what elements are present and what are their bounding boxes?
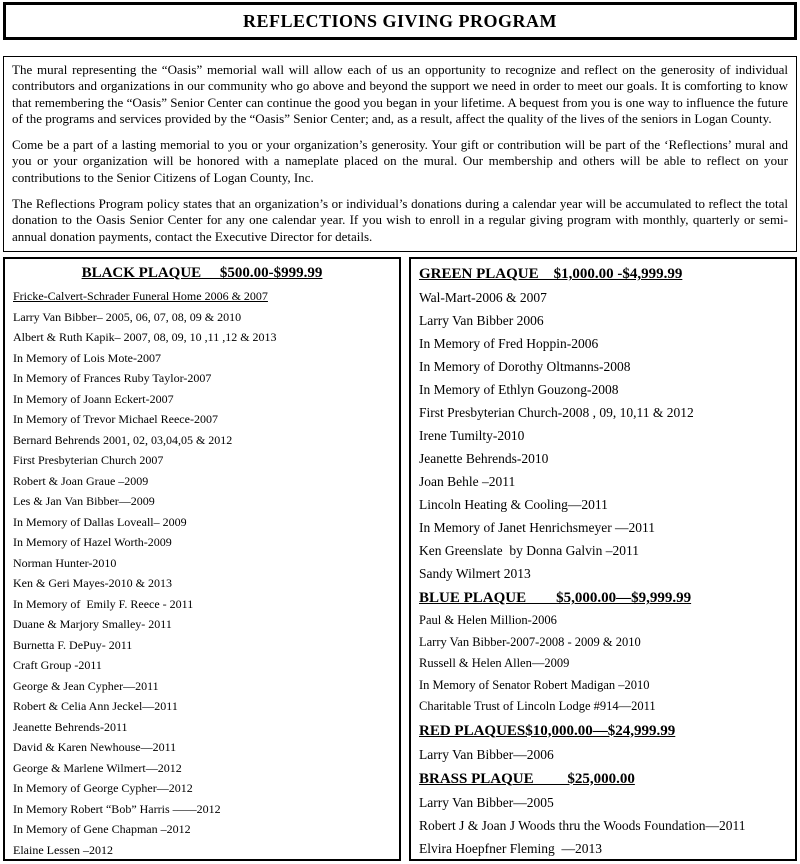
donor-entry: Ken Greenslate by Donna Galvin –2011: [419, 543, 639, 558]
donor-entry: First Presbyterian Church-2008 , 09, 10,11 & 2012: [419, 405, 694, 420]
donor-entry: Robert & Celia Ann Jeckel—2011: [13, 699, 178, 713]
donor-entry: In Memory of Hazel Worth-2009: [13, 535, 172, 549]
plaque-section: [419, 586, 787, 718]
donor-entry: Ken & Geri Mayes-2010 & 2013: [13, 576, 172, 590]
donor-entry: Bernard Behrends 2001, 02, 03,04,05 & 2012: [13, 432, 233, 447]
left-column: [3, 257, 401, 861]
donor-entry: Larry Van Bibber—2006: [419, 746, 554, 762]
donor-entry: Les & Jan Van Bibber—2009: [13, 494, 155, 508]
donor-entry: Larry Van Bibber—2005: [419, 794, 554, 810]
intro-paragraph: Come be a part of a lasting memorial to you or your organization’s generosity. Your gift or contribution will be part of the ‘Reflections’ mural and you or your organization will be honored with a nameplate placed on the mural. Our membership and others will be able to reflect on your contributions to the Senior Citizens of Logan County, Inc.: [12, 137, 788, 185]
donor-entry: In Memory of Fred Hoppin-2006: [419, 336, 599, 351]
donor-entry: George & Jean Cypher—2011: [13, 678, 159, 693]
right-column: [409, 257, 797, 861]
intro-box: [3, 56, 797, 252]
plaque-section-header: [419, 767, 787, 791]
donor-entry: Irene Tumilty-2010: [419, 428, 525, 443]
donor-entry: Jeanette Behrends-2011: [13, 719, 128, 734]
black-plaque-list: [13, 286, 391, 860]
intro-paragraph: The mural representing the “Oasis” memorial wall will allow each of us an opportunity to recognize and reflect on the generosity of individual contributors and organizations in our community who go above and beyond the support we need in order to meet our goals. It is comforting to know that remembering the “Oasis” Senior Center can continue the good you began in your lifetime. A bequest from you is one way to influence the future of the programs and services provided by the “Oasis” Senior Center; and, as a result, affect the quality of the lives of the seniors in Logan County.: [12, 62, 788, 126]
donor-entry: Craft Group -2011: [13, 658, 102, 672]
donor-entry: Robert & Joan Graue –2009: [13, 473, 149, 488]
donor-entry: In Memory of George Cypher—2012: [13, 781, 193, 795]
donor-entry: In Memory of Frances Ruby Taylor-2007: [13, 371, 212, 385]
donor-entry: In Memory of Dallas Loveall– 2009: [13, 514, 187, 529]
donor-entry: Russell & Helen Allen—2009: [419, 656, 570, 670]
plaque-section-header: [419, 586, 787, 610]
donor-entry: Norman Hunter-2010: [13, 555, 117, 570]
donor-entry: Paul & Helen Million-2006: [419, 613, 557, 627]
donor-entry: Larry Van Bibber-2007-2008 - 2009 & 2010: [419, 634, 641, 649]
donor-entry: First Presbyterian Church 2007: [13, 453, 164, 467]
donor-entry: Lincoln Heating & Cooling—2011: [419, 497, 608, 512]
donor-entry: Duane & Marjory Smalley- 2011: [13, 617, 172, 631]
donor-entry: David & Karen Newhouse—2011: [13, 740, 177, 754]
donor-entry: George & Marlene Wilmert—2012: [13, 760, 182, 775]
donor-entry: In Memory of Dorothy Oltmanns-2008: [419, 359, 631, 374]
black-plaque-title: BLACK PLAQUE $500.00-$999.99: [81, 265, 323, 281]
donor-entry: Joan Behle –2011: [419, 474, 516, 489]
donor-entry: Fricke-Calvert-Schrader Funeral Home 2006 & 2007: [13, 289, 268, 303]
plaque-section-title: RED PLAQUES$10,000.00—$24,999.99: [419, 722, 676, 739]
plaque-section: [419, 719, 787, 766]
donor-entry: Albert & Ruth Kapik– 2007, 08, 09, 10 ,11 ,12 & 2013: [13, 330, 277, 344]
donor-entry: Larry Van Bibber 2006: [419, 313, 544, 328]
title-box: [3, 2, 797, 40]
plaque-section-title: BRASS PLAQUE $25,000.00: [419, 770, 635, 787]
donor-entry: In Memory of Emily F. Reece - 2011: [13, 596, 194, 611]
plaque-section-header: [419, 719, 787, 743]
donor-entry: Charitable Trust of Lincoln Lodge #914—2011: [419, 699, 656, 713]
page-title: REFLECTIONS GIVING PROGRAM: [242, 10, 558, 31]
plaque-section-title: BLUE PLAQUE $5,000.00—$9,999.99: [419, 590, 692, 606]
plaque-section-title: GREEN PLAQUE $1,000.00 -$4,999.99: [419, 266, 683, 282]
donor-entry: Wal-Mart-2006 & 2007: [419, 290, 547, 305]
donor-entry: Larry Van Bibber– 2005, 06, 07, 08, 09 & 2010: [13, 309, 242, 324]
plaque-columns: [3, 257, 797, 861]
donor-entry: In Memory of Janet Henrichsmeyer —2011: [419, 520, 656, 535]
donor-entry: In Memory of Joann Eckert-2007: [13, 391, 174, 406]
donor-entry: Elvira Hoepfner Fleming —2013: [419, 840, 602, 856]
donor-entry: Jeanette Behrends-2010: [419, 451, 549, 466]
donor-entry: In Memory of Lois Mote-2007: [13, 350, 161, 365]
black-plaque-header: [13, 265, 391, 282]
donor-entry: Burnetta F. DePuy- 2011: [13, 637, 133, 652]
plaque-section: [419, 262, 787, 585]
plaque-section: [419, 767, 787, 860]
donor-entry: Elaine Lessen –2012: [13, 842, 113, 857]
intro-paragraph: The Reflections Program policy states that an organization’s or individual’s donations during a calendar year will be accumulated to reflect the total donation to the Oasis Senior Center for any one calendar year. If you wish to enroll in a regular giving program with monthly, quarterly or semi-annual donation payments, contact the Executive Director for details.: [12, 196, 788, 244]
donor-entry: In Memory of Trevor Michael Reece-2007: [13, 412, 218, 426]
donor-entry: In Memory Robert “Bob” Harris ——2012: [13, 801, 221, 816]
plaque-section-header: [419, 262, 787, 286]
donor-entry: Robert J & Joan J Woods thru the Woods Foundation—2011: [419, 817, 746, 833]
donor-entry: In Memory of Ethlyn Gouzong-2008: [419, 382, 619, 397]
donor-entry: Sandy Wilmert 2013: [419, 566, 531, 581]
donor-entry: In Memory of Gene Chapman –2012: [13, 822, 191, 836]
donor-entry: In Memory of Senator Robert Madigan –2010: [419, 677, 650, 692]
